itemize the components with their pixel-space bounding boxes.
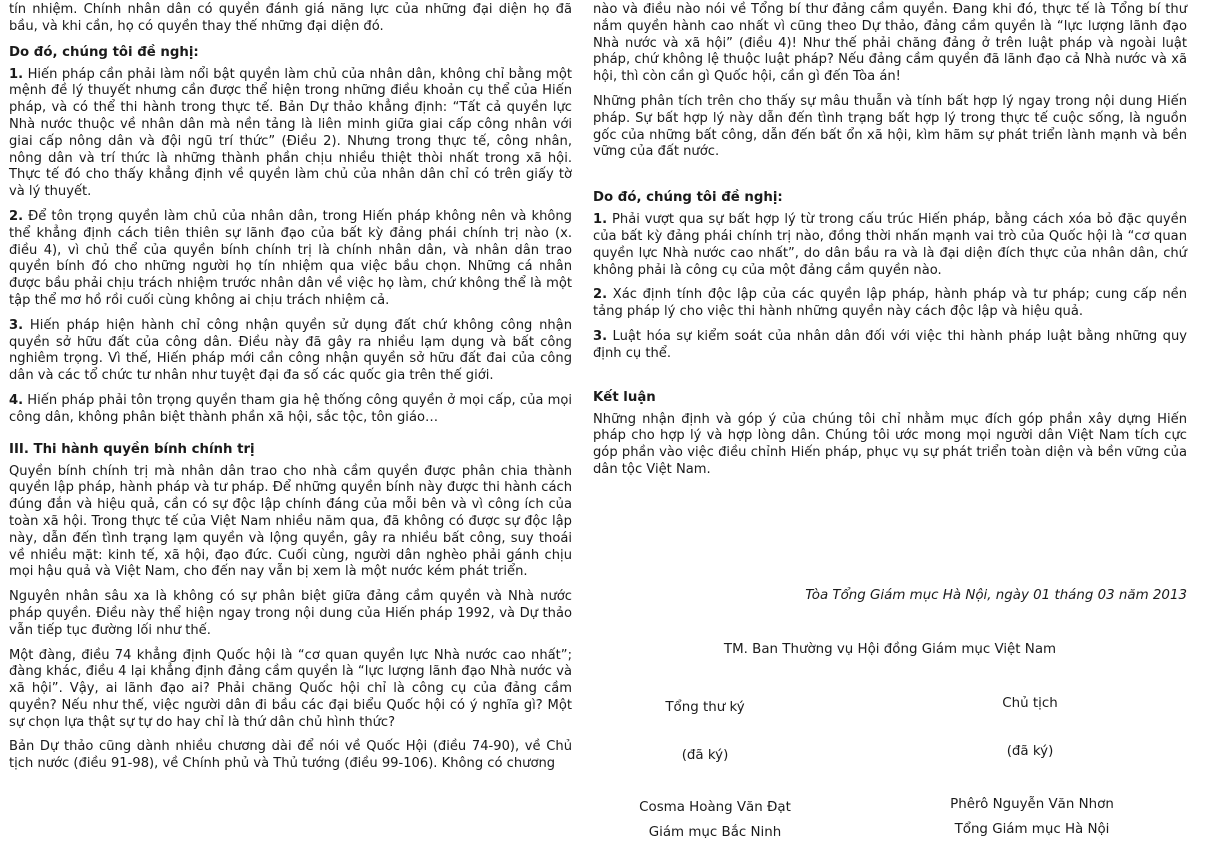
secretary-title: Tổng thư ký: [665, 700, 745, 715]
paragraph: Một đàng, điều 74 khẳng định Quốc hội là “cơ quan quyền lực Nhà nước cao nhất”; đàng khác, điều 4 lại khẳng định đảng cầm quyền là “lực lượng lãnh đạo Nhà nước và xã hội”. Vậy, ai lãnh đạo ai? Phải chăng Quốc hội chỉ là công cụ của đảng cầm quyền? Nếu như thế, việc người dân đi bầu các đại biểu Quốc hội có ý nghĩa gì? Một sự chọn lựa thật sự tự do hay chỉ là thứ dân chủ hình thức?: [9, 647, 572, 730]
item-text: Hiến pháp phải tôn trọng quyền tham gia hệ thống công quyền ở mọi cấp, của mọi công dân, không phân biệt thành phần xã hội, sắc tộc, tôn giáo…: [9, 392, 572, 425]
proposal-item-1: [593, 212, 1187, 279]
item-number: 1.: [9, 66, 24, 82]
paragraph: Những phân tích trên cho thấy sự mâu thuẫn và tính bất hợp lý ngay trong nội dung Hiến pháp. Sự bất hợp lý này dẫn đến tình trạng bất hợp lý trong thực tế cuộc sống, là nguồn gốc của những bất công, dẫn đến bất ổn xã hội, kìm hãm sự phát triển lành mạnh và bền vững của đất nước.: [593, 93, 1187, 160]
secretary-signed: (đã ký): [681, 748, 729, 763]
paragraph: Bản Dự thảo cũng dành nhiều chương dài để nói về Quốc Hội (điều 74-90), về Chủ tịch nước (điều 91-98), về Chính phủ và Thủ tướng (điều 99-106). Không có chương: [9, 739, 572, 772]
conclusion-heading: Kết luận: [593, 389, 656, 405]
on-behalf-line: TM. Ban Thường vụ Hội đồng Giám mục Việt Nam: [723, 642, 1057, 657]
proposal-item-3: [593, 329, 1187, 363]
dateline: Tòa Tổng Giám mục Hà Nội, ngày 01 tháng 03 năm 2013: [805, 588, 1187, 603]
item-number: 1.: [593, 212, 608, 228]
item-text: Phải vượt qua sự bất hợp lý từ trong cấu trúc Hiến pháp, bằng cách xóa bỏ đặc quyền của bất kỳ đảng phái chính trị nào, đồng thời nhấn mạnh vai trò của Quốc hội là “cơ quan quyền lực Nhà nước cao nhất”, do dân bầu ra và là đại diện đích thực của nhân dân, chứ không phải là công cụ của một đảng cầm quyền nào.: [593, 212, 1187, 278]
item-text: Để tôn trọng quyền làm chủ của nhân dân, trong Hiến pháp không nên và không thể khẳng định cách tiên thiên sự lãnh đạo của bất kỳ đảng phái chính trị nào (x. điều 4), vì chủ thể của quyền bính chính trị là chính nhân dân, và nhân dân trao quyền bính đó cho những người họ tín nhiệm qua việc bầu chọn. Những cá nhân được bầu phải chịu trách nhiệm trước nhân dân về việc họ làm, chứ không thể là một tập thể mơ hồ rồi cuối cùng không ai chịu trách nhiệm cả.: [9, 208, 572, 308]
proposal-item-2: [593, 287, 1187, 321]
item-text: Hiến pháp hiện hành chỉ công nhận quyền sử dụng đất chứ không công nhận quyền sở hữu đất của công dân. Điều này đã gây ra nhiều lạm dụng và bất công nghiêm trọng. Vì thế, Hiến pháp mới cần công nhận quyền sở hữu đất đai của công dân và các tổ chức tư nhân như tuyệt đại đa số các quốc gia trên thế giới.: [9, 317, 572, 384]
section-heading: III. Thi hành quyền bính chính trị: [9, 441, 255, 457]
secretary-role: Giám mục Bắc Ninh: [648, 825, 782, 840]
left-column: [9, 2, 572, 781]
paragraph-continuation: nào và điều nào nói về Tổng bí thư đảng cầm quyền. Đang khi đó, thực tế là Tổng bí thư nắm quyền hành cao nhất vì cũng theo Dự thảo, đảng cầm quyền là “lực lượng lãnh đạo Nhà nước và xã hội” (điều 4)! Như thế phải chăng đảng ở trên luật pháp và ngoài luật pháp, chứ không lệ thuộc luật pháp? Nếu đảng cầm quyền đã lãnh đạo cả Nhà nước và xã hội, thì còn cần gì Quốc hội, cần gì đến Tòa án!: [593, 2, 1187, 85]
proposal-item-1: [9, 67, 572, 201]
item-text: Luật hóa sự kiểm soát của nhân dân đối với việc thi hành pháp luật bằng những quy định cụ thể.: [593, 328, 1187, 361]
president-title: Chủ tịch: [1002, 696, 1058, 711]
proposal-heading: Do đó, chúng tôi đề nghị:: [593, 190, 783, 206]
paragraph: Quyền bính chính trị mà nhân dân trao cho nhà cầm quyền được phân chia thành quyền lập pháp, hành pháp và tư pháp. Để những quyền bính này được thi hành cách đúng đắn và hiệu quả, cần có sự độc lập chính đáng của mỗi bên và vì công ích của toàn xã hội. Trong thực tế của Việt Nam nhiều năm qua, đã không có được sự độc lập này, dẫn đến tình trạng lạm quyền và lộng quyền, gây ra nhiều bất công, suy thoái về nhiều mặt: kinh tế, xã hội, đạo đức. Cuối cùng, người dân nghèo phải gánh chịu mọi hậu quả và Việt Nam, cho đến nay vẫn bị xem là một nước kém phát triển.: [9, 463, 572, 580]
president-signed: (đã ký): [1006, 744, 1054, 759]
president-name: Phêrô Nguyễn Văn Nhơn: [950, 797, 1114, 812]
proposal-item-4: [9, 393, 572, 427]
item-number: 3.: [593, 328, 608, 344]
secretary-name: Cosma Hoàng Văn Đạt: [639, 800, 791, 815]
item-text: Xác định tính độc lập của các quyền lập pháp, hành pháp và tư pháp; cung cấp nền tảng pháp lý cho việc thi hành những quyền này cách độc lập và hiệu quả.: [593, 287, 1187, 320]
item-number: 2.: [593, 287, 608, 303]
paragraph-continuation: tín nhiệm. Chính nhân dân có quyền đánh giá năng lực của những đại diện họ đã bầu, và khi cần, họ có quyền thay thế những đại diện đó.: [9, 2, 572, 34]
proposal-item-3: [9, 318, 572, 385]
conclusion-paragraph: Những nhận định và góp ý của chúng tôi chỉ nhằm mục đích góp phần xây dựng Hiến pháp cho hợp lý và hợp lòng dân. Chúng tôi ước mong mọi người dân Việt Nam tích cực góp phần vào việc điều chỉnh Hiến pháp, phục vụ sự phát triển toàn diện và bền vững của dân tộc Việt Nam.: [593, 411, 1187, 477]
item-text: Hiến pháp cần phải làm nổi bật quyền làm chủ của nhân dân, không chỉ bằng một mệnh đề lý thuyết nhưng cần được thể hiện trong những điều khoản cụ thể của Hiến pháp, và có thể thi hành trong thực tế. Bản Dự thảo khẳng định: “Tất cả quyền lực Nhà nước thuộc về nhân dân mà nền tảng là liên minh giữa giai cấp công nhân với giai cấp nông dân và đội ngũ trí thức” (Điều 2). Nhưng trong thực tế, công nhân, nông dân và trí thức là những thành phần chịu nhiều thiệt thòi nhất trong xã hội. Thực tế đó cho thấy khẳng định về quyền làm chủ của nhân dân chỉ có trên giấy tờ và lý thuyết.: [9, 66, 572, 200]
item-number: 2.: [9, 208, 24, 224]
proposal-heading: Do đó, chúng tôi đề nghị:: [9, 44, 199, 60]
paragraph: Nguyên nhân sâu xa là không có sự phân biệt giữa đảng cầm quyền và Nhà nước pháp quyền. Điều này thể hiện ngay trong nội dung của Hiến pháp 1992, và Dự thảo vẫn tiếp tục đường lối như thế.: [9, 589, 572, 638]
right-column: [593, 2, 1187, 487]
president-role: Tổng Giám mục Hà Nội: [954, 822, 1110, 837]
item-number: 3.: [9, 317, 24, 333]
proposal-item-2: [9, 209, 572, 310]
item-number: 4.: [9, 392, 24, 408]
